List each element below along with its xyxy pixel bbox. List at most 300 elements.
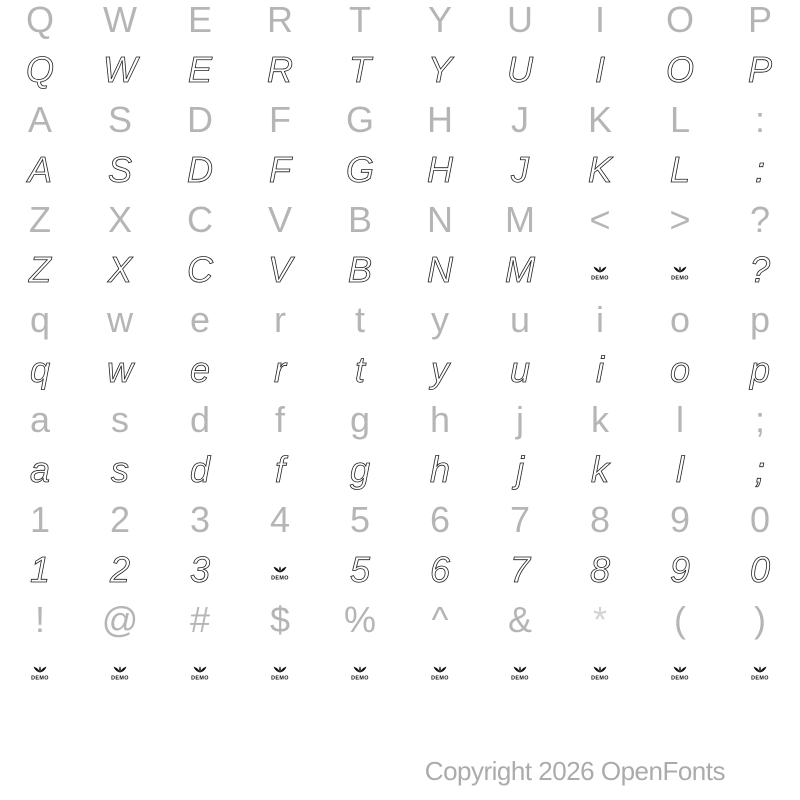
glyph: J	[511, 99, 529, 140]
glyph-cell	[640, 645, 720, 695]
glyph: y	[431, 299, 449, 340]
glyph-cell	[160, 395, 240, 445]
glyph-cell	[480, 545, 560, 595]
demo-restricted-glyph-marker	[348, 660, 372, 680]
glyph-cell	[640, 95, 720, 145]
glyph-cell	[400, 295, 480, 345]
glyph-cell	[400, 345, 480, 395]
glyph-cell	[80, 645, 160, 695]
glyph: W	[103, 0, 137, 40]
glyph-cell	[160, 295, 240, 345]
glyph-cell	[560, 195, 640, 245]
fleuron-icon	[508, 660, 532, 680]
glyph-cell	[640, 445, 720, 495]
glyph: S	[107, 149, 132, 190]
glyph-cell	[400, 545, 480, 595]
glyph-cell	[400, 195, 480, 245]
glyph-cell	[560, 95, 640, 145]
glyph: 3	[189, 499, 211, 540]
glyph: O	[665, 0, 694, 40]
glyph: L	[669, 99, 691, 140]
glyph: k	[591, 399, 609, 440]
glyph: 6	[429, 549, 451, 590]
glyph-cell	[80, 195, 160, 245]
glyph: G	[345, 99, 374, 140]
glyph-cell	[480, 95, 560, 145]
glyph-cell	[640, 345, 720, 395]
glyph-cell	[720, 345, 800, 395]
glyph-cell	[240, 245, 320, 295]
glyph-cell	[0, 495, 80, 545]
glyph: I	[594, 49, 605, 90]
glyph: M	[505, 199, 535, 240]
glyph-cell	[80, 295, 160, 345]
glyph-cell	[0, 545, 80, 595]
fleuron-icon	[268, 560, 292, 580]
glyph: 2	[109, 549, 131, 590]
glyph: g	[349, 399, 371, 440]
demo-restricted-glyph-marker	[508, 660, 532, 680]
glyph-cell	[720, 195, 800, 245]
glyph-cell	[80, 595, 160, 645]
glyph-cell	[720, 395, 800, 445]
glyph: $	[269, 599, 291, 640]
demo-restricted-glyph-marker	[268, 560, 292, 580]
glyph-cell	[80, 395, 160, 445]
fleuron-icon	[588, 660, 612, 680]
glyph: h	[429, 449, 451, 490]
glyph: F	[269, 149, 291, 190]
glyph-cell	[240, 95, 320, 145]
reference-glyph-row	[0, 95, 800, 145]
glyph: ?	[749, 249, 771, 290]
glyph: )	[754, 599, 766, 640]
glyph-cell	[400, 245, 480, 295]
demo-restricted-glyph-marker	[588, 660, 612, 680]
glyph: t	[354, 349, 365, 390]
glyph-cell	[240, 295, 320, 345]
glyph-cell	[640, 45, 720, 95]
glyph: f	[274, 399, 285, 440]
glyph: N	[427, 199, 453, 240]
glyph: s	[111, 449, 129, 490]
glyph-cell	[240, 545, 320, 595]
glyph: #	[189, 599, 211, 640]
glyph-cell	[720, 595, 800, 645]
glyph: <	[589, 199, 611, 240]
glyph: V	[267, 249, 292, 290]
glyph-cell	[320, 195, 400, 245]
glyph: A	[27, 99, 52, 140]
fleuron-icon	[668, 660, 692, 680]
glyph-cell	[0, 95, 80, 145]
glyph: 9	[669, 549, 691, 590]
glyph-cell	[720, 45, 800, 95]
glyph: 8	[589, 549, 611, 590]
fleuron-icon	[108, 660, 132, 680]
glyph: E	[187, 49, 212, 90]
demo-font-glyph-row	[0, 145, 800, 195]
glyph: k	[591, 449, 609, 490]
glyph: B	[347, 199, 372, 240]
glyph-cell	[560, 45, 640, 95]
glyph: X	[107, 199, 132, 240]
glyph-cell	[240, 445, 320, 495]
glyph-cell	[480, 495, 560, 545]
glyph: D	[187, 149, 213, 190]
demo-restricted-glyph-marker	[28, 660, 52, 680]
glyph-cell	[0, 645, 80, 695]
demo-restricted-glyph-marker	[668, 260, 692, 280]
glyph-cell	[160, 345, 240, 395]
glyph-cell	[240, 645, 320, 695]
glyph: X	[107, 249, 132, 290]
glyph: :	[754, 99, 765, 140]
glyph-cell	[560, 295, 640, 345]
glyph-cell	[720, 0, 800, 45]
glyph-cell	[240, 345, 320, 395]
demo-restricted-glyph-marker	[588, 260, 612, 280]
glyph-cell	[240, 45, 320, 95]
glyph: J	[511, 149, 529, 190]
svg-text:DEMO: DEMO	[271, 675, 289, 680]
glyph-cell	[560, 445, 640, 495]
fleuron-icon	[28, 660, 52, 680]
glyph-cell	[480, 45, 560, 95]
glyph-cell	[640, 0, 720, 45]
glyph-cell	[400, 395, 480, 445]
glyph: :	[754, 149, 765, 190]
glyph-cell	[160, 145, 240, 195]
glyph-cell	[320, 0, 400, 45]
glyph: ^	[431, 599, 449, 640]
fleuron-icon	[268, 660, 292, 680]
glyph: 7	[509, 549, 531, 590]
glyph: R	[267, 0, 293, 40]
glyph-cell	[80, 245, 160, 295]
glyph: Q	[25, 49, 54, 90]
glyph-cell	[720, 95, 800, 145]
svg-text:DEMO: DEMO	[111, 675, 129, 680]
glyph: s	[111, 399, 129, 440]
glyph-cell	[160, 645, 240, 695]
demo-font-glyph-row	[0, 45, 800, 95]
glyph-cell	[0, 45, 80, 95]
glyph: ;	[754, 399, 765, 440]
glyph-cell	[320, 645, 400, 695]
glyph-cell	[480, 295, 560, 345]
glyph: 2	[109, 499, 131, 540]
glyph-cell	[400, 595, 480, 645]
glyph: *	[592, 599, 607, 640]
glyph: l	[676, 399, 684, 440]
glyph-cell	[480, 0, 560, 45]
svg-text:DEMO: DEMO	[591, 675, 609, 680]
glyph: R	[267, 49, 293, 90]
glyph-cell	[720, 245, 800, 295]
glyph-cell	[640, 245, 720, 295]
glyph: a	[29, 399, 51, 440]
glyph-cell	[640, 595, 720, 645]
glyph: U	[507, 0, 533, 40]
glyph-cell	[320, 345, 400, 395]
fleuron-icon	[668, 260, 692, 280]
glyph: B	[347, 249, 372, 290]
glyph: d	[189, 399, 211, 440]
glyph: Y	[427, 0, 452, 40]
glyph: V	[267, 199, 292, 240]
glyph: 6	[429, 499, 451, 540]
demo-font-glyph-row	[0, 545, 800, 595]
reference-glyph-row	[0, 395, 800, 445]
svg-text:DEMO: DEMO	[591, 275, 609, 280]
glyph: G	[345, 149, 374, 190]
glyph: r	[274, 299, 286, 340]
glyph-cell	[720, 295, 800, 345]
glyph-cell	[560, 145, 640, 195]
svg-text:DEMO: DEMO	[671, 275, 689, 280]
glyph-cell	[160, 545, 240, 595]
glyph: q	[29, 349, 51, 390]
glyph: W	[103, 49, 137, 90]
demo-restricted-glyph-marker	[668, 660, 692, 680]
glyph: T	[349, 49, 371, 90]
glyph: j	[516, 449, 524, 490]
glyph: 1	[29, 499, 51, 540]
glyph-cell	[0, 0, 80, 45]
fleuron-icon	[188, 660, 212, 680]
glyph: p	[749, 349, 771, 390]
fleuron-icon	[748, 660, 772, 680]
svg-text:DEMO: DEMO	[751, 675, 769, 680]
glyph: L	[669, 149, 691, 190]
demo-restricted-glyph-marker	[748, 660, 772, 680]
glyph: l	[676, 449, 684, 490]
svg-text:DEMO: DEMO	[31, 675, 49, 680]
glyph: 3	[189, 549, 211, 590]
glyph: C	[187, 249, 213, 290]
glyph-cell	[720, 445, 800, 495]
glyph: 5	[349, 499, 371, 540]
demo-font-glyph-row	[0, 245, 800, 295]
glyph-cell	[320, 295, 400, 345]
glyph: 8	[589, 499, 611, 540]
copyright-text: Copyright 2026 OpenFonts	[424, 756, 725, 786]
glyph-cell	[320, 45, 400, 95]
glyph-cell	[720, 645, 800, 695]
glyph: ;	[754, 449, 765, 490]
glyph-cell	[560, 345, 640, 395]
glyph: K	[587, 149, 612, 190]
glyph: P	[747, 49, 772, 90]
glyph: !	[34, 599, 45, 640]
fleuron-icon	[588, 260, 612, 280]
glyph: D	[187, 99, 213, 140]
glyph: t	[354, 299, 365, 340]
glyph: e	[189, 299, 211, 340]
glyph-cell	[240, 495, 320, 545]
glyph-cell	[240, 595, 320, 645]
glyph-cell	[560, 645, 640, 695]
glyph: w	[107, 299, 133, 340]
glyph: U	[507, 49, 533, 90]
reference-glyph-row	[0, 195, 800, 245]
glyph: d	[189, 449, 211, 490]
svg-text:DEMO: DEMO	[511, 675, 529, 680]
glyph-cell	[640, 195, 720, 245]
fleuron-icon	[348, 660, 372, 680]
glyph: i	[596, 299, 604, 340]
glyph: r	[274, 349, 286, 390]
glyph-cell	[240, 195, 320, 245]
glyph-cell	[560, 0, 640, 45]
glyph-cell	[480, 445, 560, 495]
glyph-cell	[640, 295, 720, 345]
glyph: h	[429, 399, 451, 440]
glyph: Z	[29, 249, 51, 290]
glyph-cell	[320, 595, 400, 645]
glyph-cell	[320, 95, 400, 145]
glyph-cell	[400, 645, 480, 695]
glyph-cell	[80, 95, 160, 145]
glyph: 9	[669, 499, 691, 540]
glyph-cell	[400, 0, 480, 45]
glyph-cell	[160, 95, 240, 145]
glyph-cell	[160, 445, 240, 495]
glyph: 1	[29, 549, 51, 590]
demo-restricted-glyph-marker	[268, 660, 292, 680]
glyph: Z	[29, 199, 51, 240]
glyph-cell	[80, 445, 160, 495]
glyph-cell	[160, 595, 240, 645]
glyph-cell	[320, 445, 400, 495]
glyph: q	[29, 299, 51, 340]
glyph: P	[747, 0, 772, 40]
glyph-cell	[480, 395, 560, 445]
glyph-cell	[0, 345, 80, 395]
glyph: @	[101, 599, 139, 640]
glyph-cell	[240, 145, 320, 195]
glyph-cell	[0, 295, 80, 345]
glyph: o	[669, 349, 691, 390]
glyph-cell	[80, 0, 160, 45]
glyph: e	[189, 349, 211, 390]
glyph-cell	[160, 495, 240, 545]
glyph-cell	[480, 595, 560, 645]
glyph: w	[107, 349, 133, 390]
svg-text:DEMO: DEMO	[431, 675, 449, 680]
glyph-cell	[320, 145, 400, 195]
glyph: i	[596, 349, 604, 390]
glyph: C	[187, 199, 213, 240]
glyph: H	[427, 99, 453, 140]
glyph-cell	[560, 495, 640, 545]
glyph-cell	[640, 395, 720, 445]
glyph: u	[509, 349, 531, 390]
svg-text:DEMO: DEMO	[351, 675, 369, 680]
glyph-cell	[320, 245, 400, 295]
glyph-cell	[560, 545, 640, 595]
demo-font-glyph-row	[0, 645, 800, 695]
glyph-cell	[160, 245, 240, 295]
glyph-cell	[240, 0, 320, 45]
reference-glyph-row	[0, 495, 800, 545]
glyph-cell	[320, 395, 400, 445]
glyph-cell	[80, 495, 160, 545]
glyph: A	[27, 149, 52, 190]
demo-font-glyph-row	[0, 345, 800, 395]
glyph: O	[665, 49, 694, 90]
demo-restricted-glyph-marker	[188, 660, 212, 680]
glyph: (	[674, 599, 686, 640]
glyph-cell	[0, 445, 80, 495]
glyph: F	[269, 99, 291, 140]
glyph: g	[349, 449, 371, 490]
demo-restricted-glyph-marker	[428, 660, 452, 680]
glyph-cell	[0, 195, 80, 245]
svg-text:DEMO: DEMO	[671, 675, 689, 680]
glyph: 0	[749, 499, 771, 540]
glyph-cell	[400, 45, 480, 95]
glyph: S	[107, 99, 132, 140]
glyph: Y	[427, 49, 452, 90]
glyph: H	[427, 149, 453, 190]
glyph: I	[594, 0, 605, 40]
glyph-cell	[0, 145, 80, 195]
glyph-cell	[640, 545, 720, 595]
glyph-cell	[400, 145, 480, 195]
demo-restricted-glyph-marker	[108, 660, 132, 680]
glyph: &	[507, 599, 532, 640]
glyph-cell	[560, 245, 640, 295]
glyph: E	[187, 0, 212, 40]
svg-text:DEMO: DEMO	[271, 575, 289, 580]
glyph-cell	[320, 495, 400, 545]
fleuron-icon	[428, 660, 452, 680]
glyph-cell	[240, 395, 320, 445]
glyph: y	[431, 349, 449, 390]
glyph-cell	[400, 95, 480, 145]
svg-text:DEMO: DEMO	[191, 675, 209, 680]
glyph: %	[343, 599, 376, 640]
glyph-cell	[720, 145, 800, 195]
glyph: o	[669, 299, 691, 340]
glyph: 5	[349, 549, 371, 590]
glyph-cell	[560, 595, 640, 645]
glyph-cell	[0, 595, 80, 645]
glyph-cell	[640, 145, 720, 195]
glyph: p	[749, 299, 771, 340]
reference-glyph-row	[0, 295, 800, 345]
reference-glyph-row	[0, 0, 800, 45]
glyph-cell	[80, 545, 160, 595]
glyph-cell	[400, 445, 480, 495]
glyph: T	[349, 0, 371, 40]
glyph-cell	[480, 345, 560, 395]
glyph: ?	[749, 199, 771, 240]
glyph: >	[669, 199, 691, 240]
glyph-cell	[80, 345, 160, 395]
glyph: f	[274, 449, 285, 490]
glyph-cell	[480, 245, 560, 295]
glyph-cell	[480, 645, 560, 695]
glyph-cell	[80, 45, 160, 95]
glyph-cell	[80, 145, 160, 195]
glyph: N	[427, 249, 453, 290]
glyph-cell	[720, 495, 800, 545]
glyph-cell	[0, 395, 80, 445]
glyph-cell	[320, 545, 400, 595]
